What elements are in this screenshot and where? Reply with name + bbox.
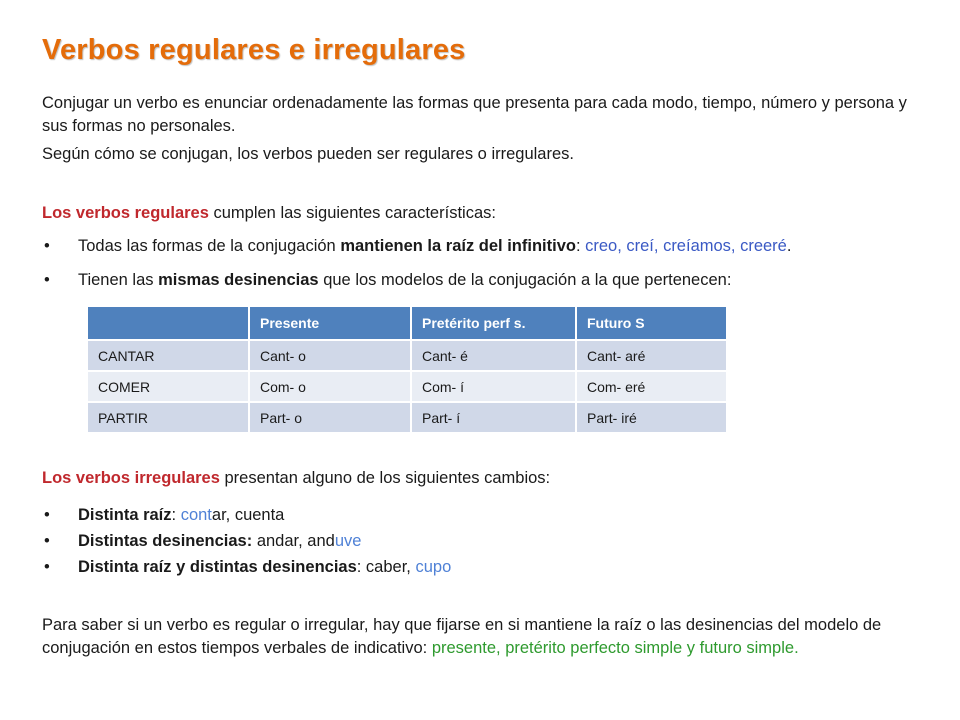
table-row bbox=[88, 371, 727, 402]
bullet-examples: creo, creí, creíamos, creeré bbox=[585, 237, 787, 255]
bullet-highlight: cont bbox=[180, 506, 212, 524]
bullet-icon: • bbox=[44, 558, 50, 576]
bullet-highlight: cupo bbox=[415, 558, 452, 576]
regulares-bullets-2 bbox=[42, 269, 922, 292]
table-cell: Part- í bbox=[411, 402, 576, 432]
table-cell: Part- iré bbox=[576, 402, 727, 432]
regulares-heading bbox=[42, 202, 922, 225]
conjugation-table bbox=[88, 307, 728, 432]
intro-second-line: Según cómo se conjugan, los verbos pueden ser regulares o irregulares. bbox=[42, 145, 574, 163]
regulares-heading-highlight: Los verbos regulares bbox=[42, 204, 209, 222]
table-cell: Cant- aré bbox=[576, 340, 727, 371]
bullet-text-end: . bbox=[786, 237, 792, 255]
bullet-icon: • bbox=[44, 271, 50, 289]
closing-tenses: presente, pretérito perfecto simple y futuro simple. bbox=[431, 639, 799, 657]
bullet-text-mid: ar, cuenta bbox=[211, 506, 285, 524]
table-header-cell: Presente bbox=[249, 307, 411, 340]
bullet-text-bold: Distintas desinencias: bbox=[78, 532, 253, 550]
bullet-text-bold: Distinta raíz y distintas desinencias bbox=[78, 558, 357, 576]
table-cell: PARTIR bbox=[88, 402, 249, 432]
table-cell: Com- í bbox=[411, 371, 576, 402]
table-cell: COMER bbox=[88, 371, 249, 402]
table-row bbox=[88, 402, 727, 432]
irregulares-bullets bbox=[42, 504, 922, 579]
bullet-text-bold: mantienen la raíz del infinitivo bbox=[340, 237, 576, 255]
bullet-text-pre: Tienen las bbox=[78, 271, 159, 289]
table-header-cell: Futuro S bbox=[576, 307, 727, 340]
table-row bbox=[88, 340, 727, 371]
table-cell: Part- o bbox=[249, 402, 411, 432]
bullet-icon: • bbox=[44, 506, 50, 524]
closing-text: Para saber si un verbo es regular o irregular, hay que fijarse en si mantiene la raíz o las desinencias del modelo de conjugación en estos tiempos verbales de indicativo: bbox=[42, 616, 882, 657]
table-header-row bbox=[88, 307, 727, 340]
bullet-text-bold: Distinta raíz bbox=[78, 506, 172, 524]
table-cell: Cant- o bbox=[249, 340, 411, 371]
list-item bbox=[42, 530, 922, 553]
closing-paragraph bbox=[42, 614, 922, 660]
table-cell: Com- o bbox=[249, 371, 411, 402]
bullet-text-rest: : bbox=[171, 506, 181, 524]
bullet-text-post: que los modelos de la conjugación a la que pertenecen: bbox=[318, 271, 732, 289]
irregulares-heading bbox=[42, 467, 922, 490]
bullet-icon: • bbox=[44, 237, 50, 255]
bullet-text-colon: : bbox=[575, 237, 586, 255]
bullet-text-bold: mismas desinencias bbox=[158, 271, 319, 289]
table-cell: Com- eré bbox=[576, 371, 727, 402]
irregulares-heading-highlight: Los verbos irregulares bbox=[42, 469, 220, 487]
intro-paragraph: Conjugar un verbo es enunciar ordenadamente las formas que presenta para cada modo, tiempo, número y persona y sus formas no personales. bbox=[42, 94, 907, 135]
bullet-text-rest: : caber, bbox=[356, 558, 416, 576]
regulares-heading-rest: cumplen las siguientes características: bbox=[208, 204, 496, 222]
list-item bbox=[42, 556, 922, 579]
bullet-icon: • bbox=[44, 532, 50, 550]
table-cell: Cant- é bbox=[411, 340, 576, 371]
page-title: Verbos regulares e irregulares bbox=[42, 34, 466, 66]
bullet-text-rest: andar, and bbox=[252, 532, 335, 550]
table-cell: CANTAR bbox=[88, 340, 249, 371]
list-item bbox=[42, 504, 922, 527]
list-item bbox=[42, 269, 922, 292]
table-header-cell: Pretérito perf s. bbox=[411, 307, 576, 340]
regulares-bullets bbox=[42, 235, 922, 258]
irregulares-heading-rest: presentan alguno de los siguientes cambios: bbox=[219, 469, 551, 487]
bullet-highlight: uve bbox=[334, 532, 362, 550]
list-item bbox=[42, 235, 922, 258]
bullet-text-pre: Todas las formas de la conjugación bbox=[78, 237, 341, 255]
table-header-cell bbox=[88, 307, 249, 340]
